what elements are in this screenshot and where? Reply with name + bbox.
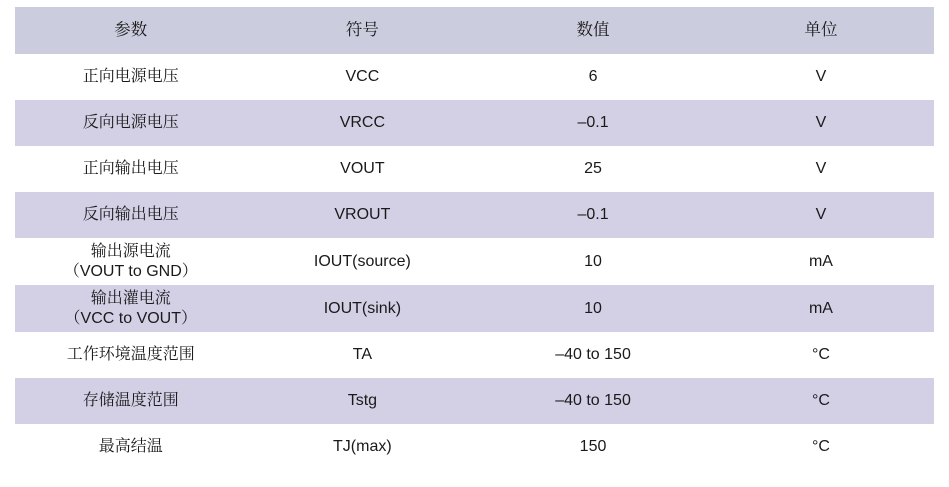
cell-parameter <box>15 285 247 332</box>
column-header-value: 数值 <box>478 7 708 54</box>
table-header <box>15 7 934 54</box>
cell-value: 10 <box>478 238 708 285</box>
cell-parameter: 反向输出电压 <box>15 192 247 238</box>
cell-unit: °C <box>708 378 934 424</box>
cell-unit: V <box>708 146 934 192</box>
cell-parameter: 存储温度范围 <box>15 378 247 424</box>
table-row <box>15 238 934 285</box>
cell-symbol: VRCC <box>247 100 479 146</box>
column-header-unit: 单位 <box>708 7 934 54</box>
cell-unit: °C <box>708 332 934 378</box>
table-row <box>15 424 934 470</box>
cell-unit: V <box>708 192 934 238</box>
cell-value: –0.1 <box>478 100 708 146</box>
table-row <box>15 54 934 100</box>
cell-symbol: TJ(max) <box>247 424 479 470</box>
table-row <box>15 332 934 378</box>
cell-symbol: TA <box>247 332 479 378</box>
cell-value: 150 <box>478 424 708 470</box>
cell-value: –40 to 150 <box>478 378 708 424</box>
cell-unit: mA <box>708 285 934 332</box>
cell-parameter <box>15 238 247 285</box>
table-row <box>15 192 934 238</box>
cell-parameter: 工作环境温度范围 <box>15 332 247 378</box>
cell-value: 6 <box>478 54 708 100</box>
cell-symbol: VCC <box>247 54 479 100</box>
cell-symbol: IOUT(source) <box>247 238 479 285</box>
cell-parameter-line1: 输出源电流 <box>90 242 171 260</box>
column-header-symbol: 符号 <box>247 7 479 54</box>
cell-parameter: 反向电源电压 <box>15 100 247 146</box>
cell-symbol: IOUT(sink) <box>247 285 479 332</box>
cell-parameter-line2: （VCC to VOUT） <box>64 309 198 327</box>
cell-unit: V <box>708 100 934 146</box>
cell-parameter: 正向输出电压 <box>15 146 247 192</box>
cell-unit: mA <box>708 238 934 285</box>
column-header-parameter: 参数 <box>15 7 247 54</box>
table-row <box>15 146 934 192</box>
cell-parameter: 最高结温 <box>15 424 247 470</box>
absolute-maximum-ratings-table <box>15 7 934 470</box>
cell-unit: V <box>708 54 934 100</box>
cell-symbol: VROUT <box>247 192 479 238</box>
cell-value: 10 <box>478 285 708 332</box>
cell-value: 25 <box>478 146 708 192</box>
cell-parameter-line2: （VOUT to GND） <box>63 262 198 280</box>
cell-value: –40 to 150 <box>478 332 708 378</box>
cell-value: –0.1 <box>478 192 708 238</box>
cell-parameter-line1: 输出灌电流 <box>90 289 171 307</box>
table-header-row <box>15 7 934 54</box>
table-body <box>15 54 934 470</box>
cell-symbol: Tstg <box>247 378 479 424</box>
table-row <box>15 378 934 424</box>
table-row <box>15 285 934 332</box>
cell-symbol: VOUT <box>247 146 479 192</box>
cell-unit: °C <box>708 424 934 470</box>
table-row <box>15 100 934 146</box>
cell-parameter: 正向电源电压 <box>15 54 247 100</box>
